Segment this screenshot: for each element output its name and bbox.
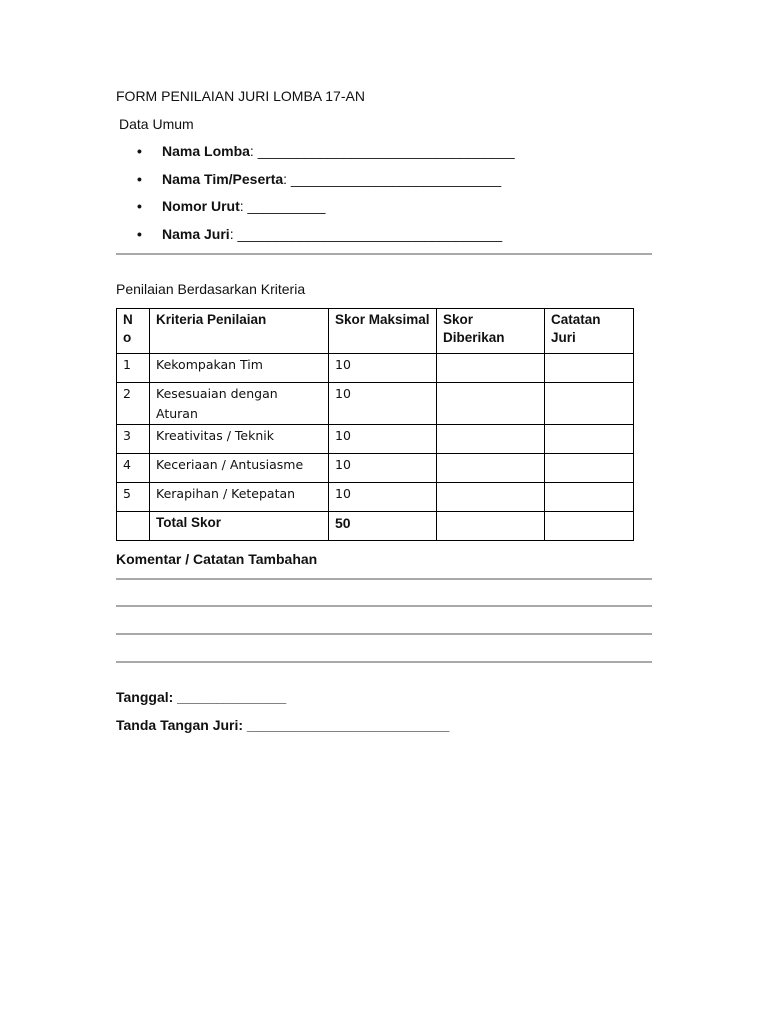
- field-label: Nama Lomba: [162, 143, 250, 159]
- row-given-score-cell[interactable]: [437, 425, 545, 454]
- header-no-label: N o: [123, 312, 133, 345]
- table-row: [117, 354, 634, 383]
- row-notes-cell[interactable]: [545, 425, 634, 454]
- row-criteria: Kesesuaian dengan Aturan: [150, 383, 329, 425]
- row-given-score-cell[interactable]: [437, 483, 545, 512]
- comment-line[interactable]: [116, 633, 652, 635]
- field-blank-line[interactable]: __________________________________: [233, 225, 503, 242]
- field-label: Nomor Urut: [162, 198, 240, 214]
- table-header-row: [117, 309, 634, 354]
- total-max-score: 50: [329, 512, 437, 541]
- field-colon: :: [283, 170, 288, 187]
- date-blank-line[interactable]: ______________: [173, 689, 287, 705]
- criteria-section-heading: Penilaian Berdasarkan Kriteria: [116, 281, 306, 297]
- row-notes-cell[interactable]: [545, 354, 634, 383]
- date-label: Tanggal:: [116, 689, 174, 705]
- general-section-heading: Data Umum: [119, 116, 194, 132]
- field-label: Nama Tim/Peserta: [162, 170, 284, 187]
- row-max-score: 10: [329, 383, 437, 425]
- signature-field[interactable]: [116, 717, 449, 733]
- row-number: 4: [117, 454, 150, 483]
- total-label: Total Skor: [150, 512, 329, 541]
- header-criteria: Kriteria Penilaian: [150, 309, 329, 354]
- signature-label: Tanda Tangan Juri:: [116, 717, 244, 733]
- row-given-score-cell[interactable]: [437, 354, 545, 383]
- bullet: •: [137, 198, 142, 214]
- row-max-score: 10: [329, 454, 437, 483]
- field-nama-tim-peserta[interactable]: [116, 168, 656, 196]
- field-colon: :: [229, 225, 234, 242]
- date-field[interactable]: [116, 689, 286, 705]
- header-no: [117, 309, 150, 354]
- bullet: •: [137, 170, 142, 187]
- bullet: •: [137, 143, 142, 159]
- comment-line[interactable]: [116, 661, 652, 663]
- general-fields-list: [116, 140, 656, 250]
- row-criteria: Keceriaan / Antusiasme: [150, 454, 329, 483]
- comment-line[interactable]: [116, 578, 652, 580]
- row-criteria: Kreativitas / Teknik: [150, 425, 329, 454]
- header-max-score: Skor Maksimal: [329, 309, 437, 354]
- row-criteria: Kekompakan Tim: [150, 354, 329, 383]
- field-nama-juri[interactable]: [116, 223, 656, 251]
- row-notes-cell[interactable]: [545, 483, 634, 512]
- total-given-score-cell[interactable]: [437, 512, 545, 541]
- total-row: [117, 512, 634, 541]
- row-number: 5: [117, 483, 150, 512]
- field-label: Nama Juri: [162, 225, 230, 242]
- field-colon: :: [239, 198, 244, 214]
- row-criteria: Kerapihan / Ketepatan: [150, 483, 329, 512]
- total-number-cell: [117, 512, 150, 541]
- section-divider: [116, 253, 652, 255]
- row-notes-cell[interactable]: [545, 383, 634, 425]
- row-number: 3: [117, 425, 150, 454]
- row-given-score-cell[interactable]: [437, 454, 545, 483]
- field-blank-line[interactable]: _________________________________: [253, 143, 515, 159]
- form-title: FORM PENILAIAN JURI LOMBA 17-AN: [116, 88, 365, 104]
- row-number: 2: [117, 383, 150, 425]
- row-max-score: 10: [329, 354, 437, 383]
- header-judge-notes: Catatan Juri: [545, 309, 634, 354]
- bullet: •: [137, 225, 142, 242]
- field-colon: :: [249, 143, 254, 159]
- table-row: [117, 454, 634, 483]
- field-blank-line[interactable]: __________: [243, 198, 326, 214]
- table-row: [117, 383, 634, 425]
- row-max-score: 10: [329, 425, 437, 454]
- row-notes-cell[interactable]: [545, 454, 634, 483]
- row-given-score-cell[interactable]: [437, 383, 545, 425]
- total-notes-cell[interactable]: [545, 512, 634, 541]
- comment-line[interactable]: [116, 605, 652, 607]
- signature-blank-line[interactable]: __________________________: [243, 717, 450, 733]
- table-row: [117, 425, 634, 454]
- header-given-score: Skor Diberikan: [437, 309, 545, 354]
- row-number: 1: [117, 354, 150, 383]
- table-row: [117, 483, 634, 512]
- comment-section-heading: Komentar / Catatan Tambahan: [116, 551, 318, 567]
- field-nomor-urut[interactable]: [116, 195, 656, 223]
- score-table: [116, 308, 634, 541]
- field-blank-line[interactable]: ___________________________: [287, 170, 502, 187]
- field-nama-lomba[interactable]: [116, 140, 656, 168]
- row-max-score: 10: [329, 483, 437, 512]
